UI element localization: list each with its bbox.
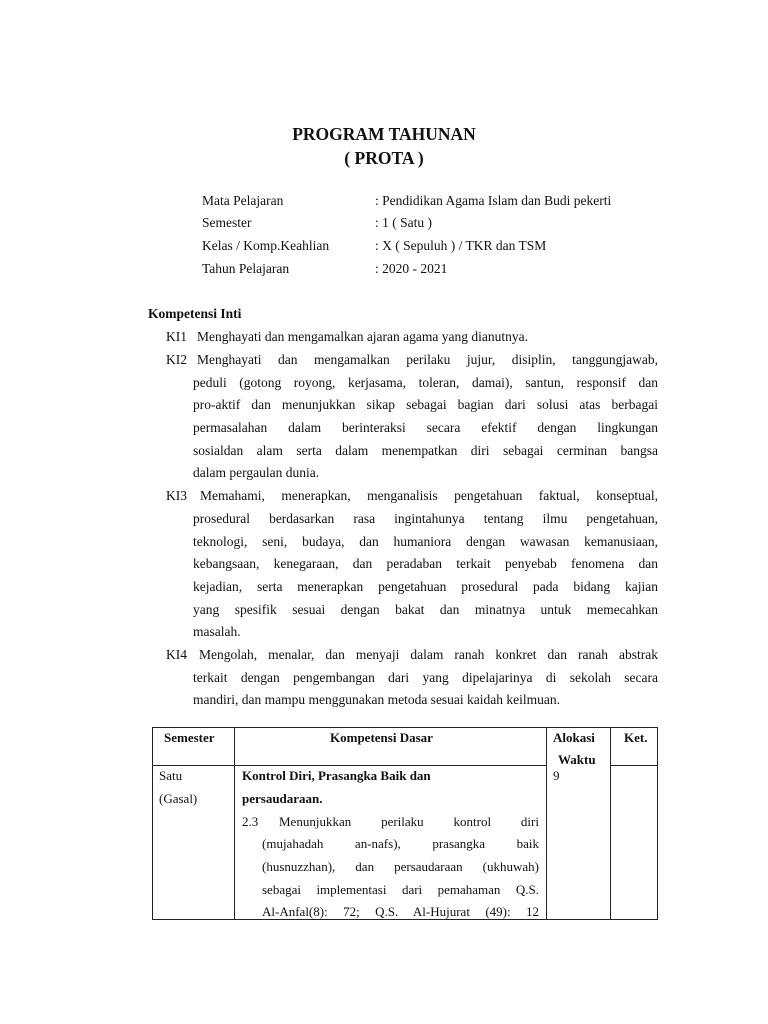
identity-value: : Pendidikan Agama Islam dan Budi pekerti: [375, 193, 612, 208]
ki-line: sosialdan alam serta dalam menempatkan diri sebagai cerminan bangsa: [193, 443, 658, 458]
ki-line: dalam pergaulan dunia.: [193, 465, 320, 480]
kd-line: (mujahadah an-nafs), prasangka baik: [262, 836, 539, 851]
ki-line: teknologi, seni, budaya, dan humaniora dengan wawasan kemanusiaan,: [193, 534, 658, 549]
ki-line: mandiri, dan mampu menggunakan metoda sesuai kaidah keilmuan.: [193, 692, 561, 707]
ki-code: KI4: [166, 647, 187, 662]
identity-label: Kelas / Komp.Keahlian: [202, 238, 330, 253]
document-subtitle: ( PROTA ): [344, 148, 424, 168]
document-title: PROGRAM TAHUNAN: [292, 124, 476, 144]
ki-line: pro-aktif dan menunjukkan sikap sebagai bagian dari solusi atas berbagai: [193, 397, 658, 412]
identity-value: : X ( Sepuluh ) / TKR dan TSM: [375, 238, 547, 253]
header-kompetensi-dasar: Kompetensi Dasar: [330, 730, 433, 745]
ki-line: prosedural berdasarkan rasa ingintahunya tentang ilmu pengetahuan,: [193, 511, 658, 526]
ki-line: permasalahan dalam berinteraksi secara efektif dengan lingkungan: [193, 420, 658, 435]
kd-line: Al-Anfal(8): 72; Q.S. Al-Hujurat (49): 12: [262, 904, 539, 919]
identity-label: Semester: [202, 215, 252, 230]
ki-line: peduli (gotong royong, kerjasama, toleran, damai), santun, responsif dan: [193, 375, 658, 390]
kd-number: 2.3: [242, 814, 259, 829]
table-divider: [152, 765, 546, 766]
header-ket: Ket.: [624, 730, 648, 745]
ki-line: kebangsaan, kenegaraan, dan peradaban terkait penyebab fenomena dan: [193, 556, 658, 571]
ki-line: kejadian, serta menerapkan pengetahuan prosedural pada bidang kajian: [193, 579, 658, 594]
identity-value: : 1 ( Satu ): [375, 215, 432, 230]
identity-label: Mata Pelajaran: [202, 193, 284, 208]
table-divider: [546, 727, 547, 920]
ki-code: KI3: [166, 488, 187, 503]
table-divider: [610, 765, 658, 766]
cell-semester: Satu: [159, 768, 183, 783]
cell-semester-sub: (Gasal): [159, 791, 198, 806]
ki-code: KI1: [166, 329, 187, 344]
header-waktu: Waktu: [558, 752, 596, 767]
kd-title: Kontrol Diri, Prasangka Baik dan: [242, 768, 431, 783]
kd-title: persaudaraan.: [242, 791, 323, 806]
ki-line: terkait dengan pengembangan dari yang dipelajarinya di sekolah secara: [193, 670, 658, 685]
ki-line: masalah.: [193, 624, 241, 639]
ki-line: Menghayati dan mengamalkan perilaku jujur, disiplin, tanggungjawab,: [197, 352, 658, 367]
ki-line: Memahami, menerapkan, menganalisis pengetahuan faktual, konseptual,: [200, 488, 658, 503]
kd-line: (husnuzzhan), dan persaudaraan (ukhuwah): [262, 859, 539, 874]
table-divider: [234, 727, 235, 920]
identity-value: : 2020 - 2021: [375, 261, 448, 276]
table-divider: [610, 727, 611, 920]
ki-line: Mengolah, menalar, dan menyaji dalam ranah konkret dan ranah abstrak: [199, 647, 658, 662]
ki-line: yang spesifik sesuai dengan bakat dan minatnya untuk memecahkan: [193, 602, 658, 617]
kd-line: sebagai implementasi dari pemahaman Q.S.: [262, 882, 539, 897]
ki-heading: Kompetensi Inti: [148, 306, 242, 321]
identity-label: Tahun Pelajaran: [202, 261, 290, 276]
header-semester: Semester: [164, 730, 215, 745]
kd-line: Menunjukkan perilaku kontrol diri: [279, 814, 539, 829]
ki-line: Menghayati dan mengamalkan ajaran agama yang dianutnya.: [197, 329, 528, 344]
ki-code: KI2: [166, 352, 187, 367]
header-alokasi: Alokasi: [553, 730, 595, 745]
cell-alokasi: 9: [553, 768, 560, 783]
